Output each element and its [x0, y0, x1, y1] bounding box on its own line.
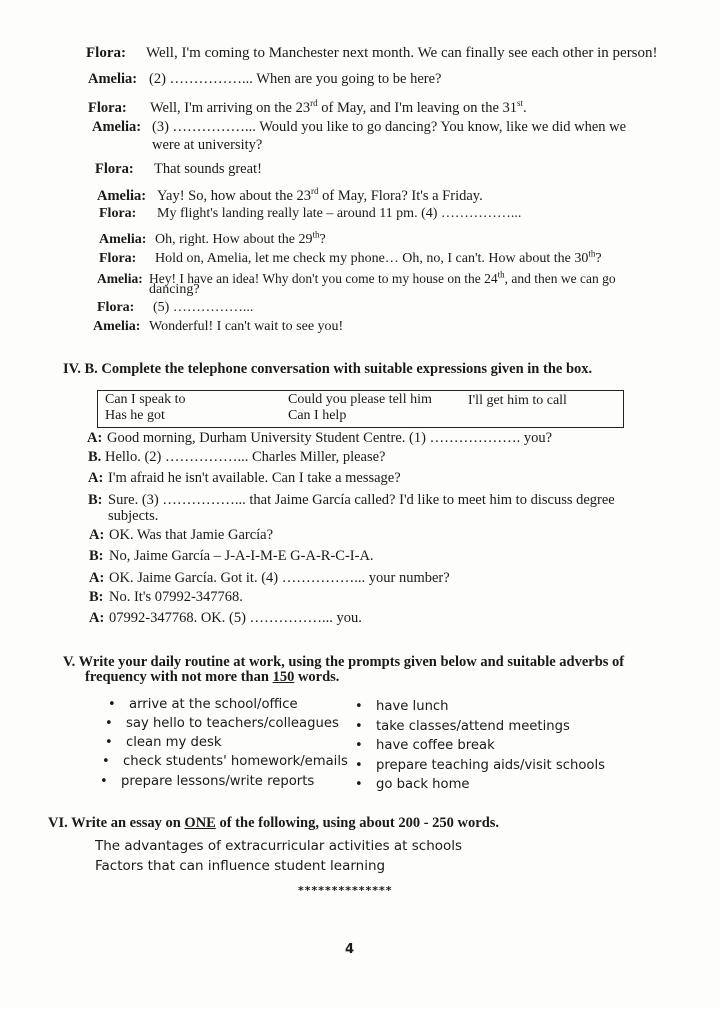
box-expression: I'll get him to call	[468, 393, 567, 408]
expressions-box	[97, 390, 624, 428]
bullet-icon: •	[355, 719, 363, 734]
page-number: 4	[345, 942, 355, 957]
bullet-icon: •	[105, 735, 113, 750]
dialogue-line: dancing?	[149, 282, 200, 297]
list-item: • go back home	[355, 777, 470, 792]
dialogue-line: were at university?	[152, 137, 263, 153]
dialogue-line: B: No, Jaime García – J-A-I-M-E G-A-R-C-I-A.	[89, 548, 374, 564]
bullet-icon: •	[102, 754, 110, 769]
dialogue-line: Flora: Well, I'm coming to Manchester next month. We can finally see each other in person!	[86, 45, 658, 61]
bullet-icon: •	[108, 697, 116, 712]
bullet-icon: •	[355, 699, 363, 714]
bullet-icon: •	[100, 774, 108, 789]
dialogue-line: B. Hello. (2) ……………... Charles Miller, please?	[88, 449, 386, 465]
dialogue-line: A: I'm afraid he isn't available. Can I take a message?	[88, 470, 401, 486]
dialogue-line: B: Sure. (3) ……………... that Jaime García called? I'd like to meet him to discuss degree	[88, 492, 615, 508]
dialogue-line: A: OK. Was that Jamie García?	[89, 527, 274, 543]
section-end-stars: **************	[298, 884, 393, 897]
dialogue-line: A: OK. Jaime García. Got it. (4) ……………... your number?	[89, 570, 450, 586]
list-item: • check students' homework/emails	[102, 754, 348, 769]
bullet-icon: •	[355, 777, 363, 792]
section-5-heading-line2: frequency with not more than 150 words.	[85, 669, 340, 685]
section-4b-heading: IV. B. Complete the telephone conversation with suitable expressions given in the box.	[63, 361, 593, 377]
dialogue-line: A: Good morning, Durham University Student Centre. (1) ………………. you?	[87, 430, 553, 446]
dialogue-line: Amelia: Hey! I have an idea! Why don't you come to my house on the 24th, and then we can go	[97, 269, 616, 286]
list-item: • have coffee break	[355, 738, 495, 753]
list-item: • say hello to teachers/colleagues	[105, 716, 339, 731]
list-item: • take classes/attend meetings	[355, 719, 570, 734]
bullet-icon: •	[355, 738, 363, 753]
dialogue-line: Amelia: Oh, right. How about the 29th?	[99, 229, 326, 247]
dialogue-line: B: No. It's 07992-347768.	[89, 589, 243, 605]
bullet-icon: •	[105, 716, 113, 731]
box-expression: Has he got	[105, 408, 165, 423]
dialogue-line: Amelia: (3) ……………... Would you like to go dancing? You know, like we did when we	[92, 119, 627, 135]
section-6-heading: VI. Write an essay on ONE of the following, using about 200 - 250 words.	[48, 815, 500, 831]
dialogue-line: Flora: (5) ……………...	[97, 300, 254, 315]
box-expression: Can I speak to	[105, 392, 186, 407]
dialogue-line: subjects.	[108, 508, 159, 524]
dialogue-line: Flora: Well, I'm arriving on the 23rd of May, and I'm leaving on the 31st.	[88, 98, 527, 116]
box-expression: Could you please tell him	[288, 392, 432, 407]
dialogue-line: Flora: My flight's landing really late – around 11 pm. (4) ……………...	[99, 206, 522, 221]
dialogue-line: Amelia: (2) ……………... When are you going to be here?	[88, 71, 442, 87]
dialogue-line: Flora: Hold on, Amelia, let me check my phone… Oh, no, I can't. How about the 30th?	[99, 248, 602, 266]
bullet-icon: •	[355, 758, 363, 773]
dialogue-line: A: 07992-347768. OK. (5) ……………... you.	[89, 610, 362, 626]
essay-topic: Factors that can influence student learning	[95, 858, 386, 874]
essay-topic: The advantages of extracurricular activities at schools	[95, 838, 463, 854]
list-item: • prepare teaching aids/visit schools	[355, 758, 606, 773]
list-item: • prepare lessons/write reports	[100, 774, 315, 789]
list-item: • have lunch	[355, 699, 449, 714]
box-expression: Can I help	[288, 408, 347, 423]
list-item: • clean my desk	[105, 735, 222, 750]
dialogue-line: Amelia: Wonderful! I can't wait to see you!	[93, 319, 344, 334]
section-5-heading-line1: V. Write your daily routine at work, using the prompts given below and suitable adverbs of	[63, 654, 625, 670]
list-item: • arrive at the school/office	[108, 697, 298, 712]
dialogue-line: Amelia: Yay! So, how about the 23rd of May, Flora? It's a Friday.	[97, 186, 483, 204]
dialogue-line: Flora: That sounds great!	[95, 161, 262, 177]
